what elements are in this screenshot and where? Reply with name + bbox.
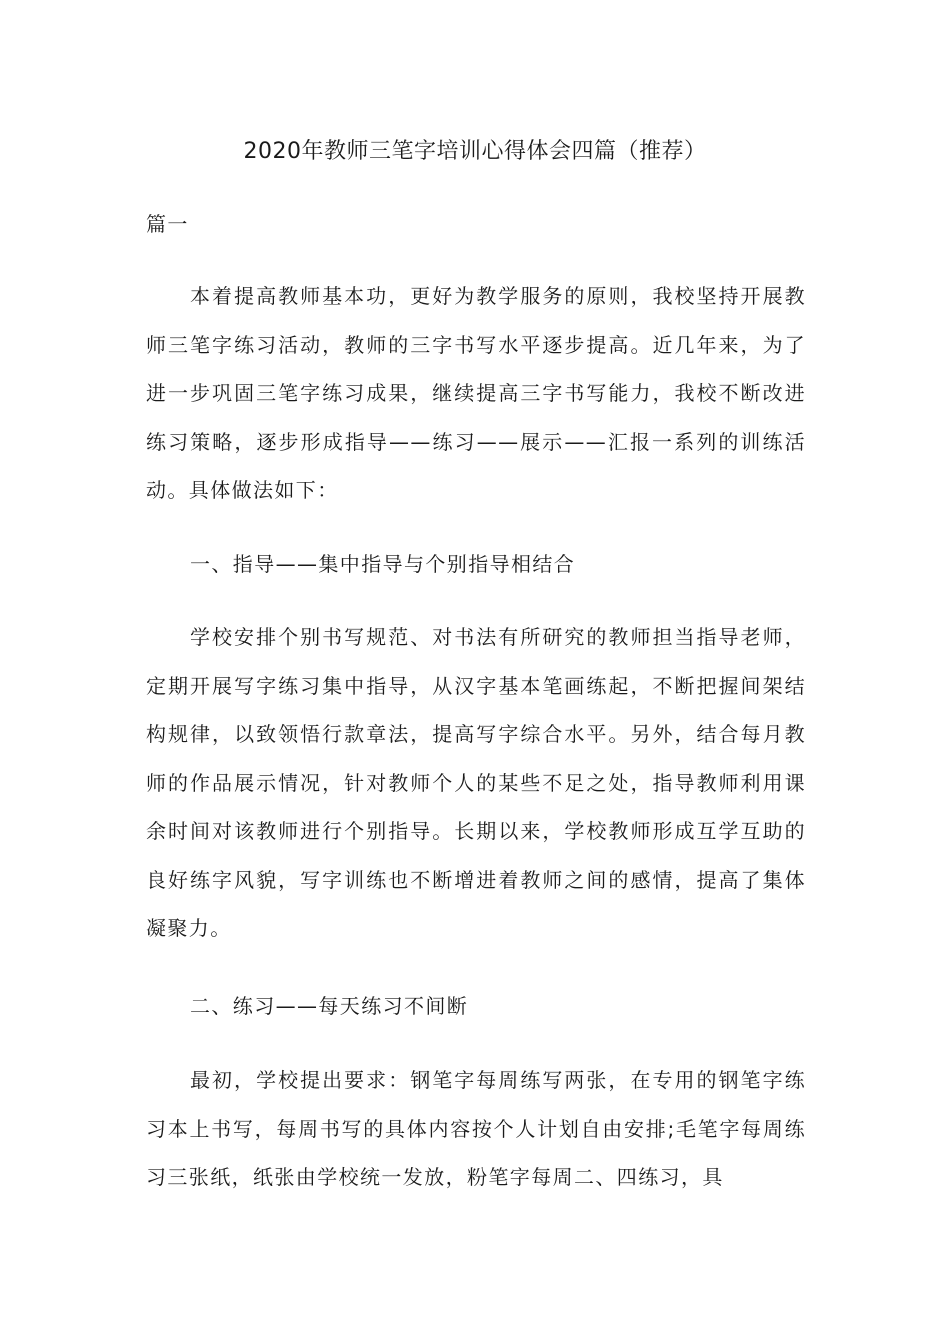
section-heading-practice: 二、练习——每天练习不间断: [190, 994, 469, 1018]
paragraph-guidance: 学校安排个别书写规范、对书法有所研究的教师担当指导老师，定期开展写字练习集中指导，从汉字基本笔画练起，不断把握间架结构规律，以致领悟行款章法，提高写字综合水平。另外，结合每月教师的作品展示情况，针对教师个人的某些不足之处，指导教师利用课余时间对该教师进行个别指导。长期以来，学校教师形成互学互助的良好练字风貌，写字训练也不断增进着教师之间的感情，提高了集体凝聚力。: [146, 625, 806, 940]
paragraph-intro: 本着提高教师基本功，更好为教学服务的原则，我校坚持开展教师三笔字练习活动，教师的三字书写水平逐步提高。近几年来，为了进一步巩固三笔字练习成果，继续提高三字书写能力，我校不断改进练习策略，逐步形成指导——练习——展示——汇报一系列的训练活动。具体做法如下：: [146, 284, 806, 502]
paragraph-practice: 最初，学校提出要求：钢笔字每周练写两张，在专用的钢笔字练习本上书写，每周书写的具体内容按个人计划自由安排;毛笔字每周练习三张纸，纸张由学校统一发放，粉笔字每周二、四练习，具: [146, 1068, 806, 1189]
document-title: 2020年教师三笔字培训心得体会四篇（推荐）: [243, 139, 707, 164]
chapter-label: 篇一: [146, 212, 189, 236]
section-heading-guidance: 一、指导——集中指导与个别指导相结合: [190, 552, 576, 576]
